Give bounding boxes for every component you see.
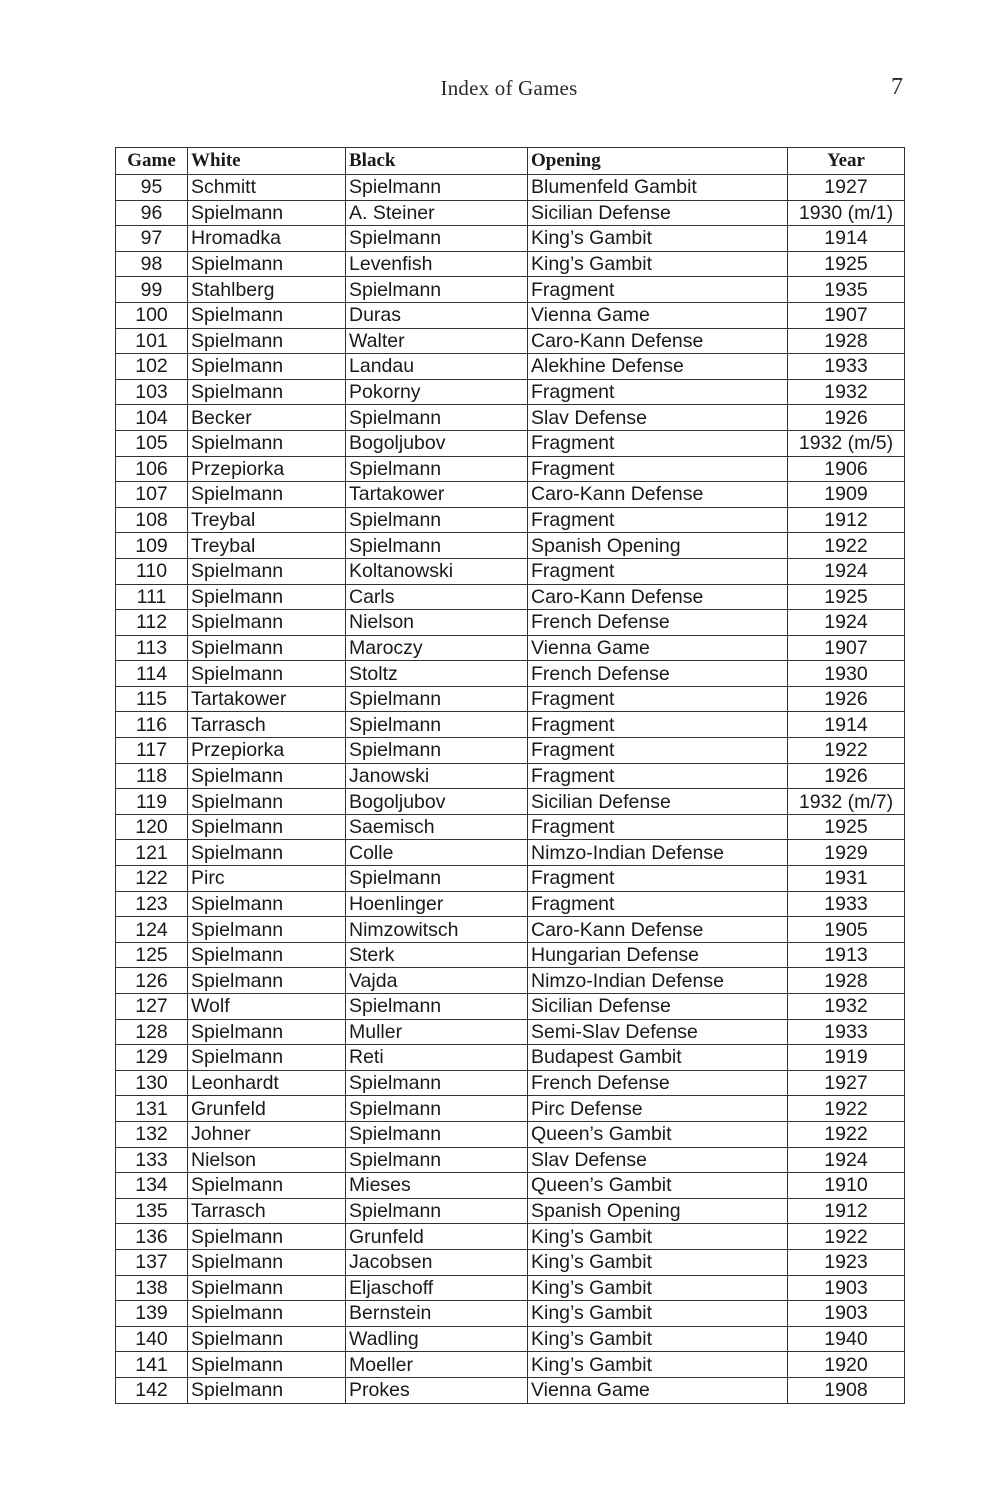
game-number-cell: 107 <box>116 482 188 508</box>
white-player-cell: Spielmann <box>188 1326 346 1352</box>
white-player-cell: Spielmann <box>188 379 346 405</box>
table-row <box>116 686 905 712</box>
game-number-cell: 98 <box>116 251 188 277</box>
year-cell: 1933 <box>788 891 905 917</box>
game-number-cell: 99 <box>116 277 188 303</box>
column-header-opening: Opening <box>528 148 788 175</box>
table-row <box>116 738 905 764</box>
black-player-cell: Grunfeld <box>346 1224 528 1250</box>
table-row <box>116 891 905 917</box>
white-player-cell: Tarrasch <box>188 1198 346 1224</box>
table-row <box>116 1326 905 1352</box>
white-player-cell: Spielmann <box>188 1249 346 1275</box>
white-player-cell: Spielmann <box>188 789 346 815</box>
games-index-table <box>115 147 905 1404</box>
white-player-cell: Spielmann <box>188 1275 346 1301</box>
game-number-cell: 123 <box>116 891 188 917</box>
year-cell: 1913 <box>788 942 905 968</box>
white-player-cell: Spielmann <box>188 968 346 994</box>
year-cell: 1922 <box>788 1096 905 1122</box>
table-row <box>116 1173 905 1199</box>
table-row <box>116 1096 905 1122</box>
black-player-cell: Spielmann <box>346 1198 528 1224</box>
black-player-cell: Spielmann <box>346 175 528 201</box>
black-player-cell: Reti <box>346 1045 528 1071</box>
year-cell: 1910 <box>788 1173 905 1199</box>
year-cell: 1903 <box>788 1301 905 1327</box>
white-player-cell: Spielmann <box>188 328 346 354</box>
year-cell: 1920 <box>788 1352 905 1378</box>
opening-cell: Hungarian Defense <box>528 942 788 968</box>
game-number-cell: 129 <box>116 1045 188 1071</box>
white-player-cell: Treybal <box>188 507 346 533</box>
white-player-cell: Spielmann <box>188 1224 346 1250</box>
black-player-cell: Eljaschoff <box>346 1275 528 1301</box>
column-header-year: Year <box>788 148 905 175</box>
year-cell: 1929 <box>788 840 905 866</box>
year-cell: 1912 <box>788 507 905 533</box>
black-player-cell: Spielmann <box>346 1121 528 1147</box>
opening-cell: Semi-Slav Defense <box>528 1019 788 1045</box>
white-player-cell: Hromadka <box>188 226 346 252</box>
black-player-cell: Janowski <box>346 763 528 789</box>
black-player-cell: Bogoljubov <box>346 430 528 456</box>
game-number-cell: 126 <box>116 968 188 994</box>
opening-cell: Sicilian Defense <box>528 789 788 815</box>
white-player-cell: Spielmann <box>188 584 346 610</box>
white-player-cell: Spielmann <box>188 1019 346 1045</box>
white-player-cell: Spielmann <box>188 1045 346 1071</box>
year-cell: 1909 <box>788 482 905 508</box>
black-player-cell: Vajda <box>346 968 528 994</box>
white-player-cell: Spielmann <box>188 840 346 866</box>
white-player-cell: Treybal <box>188 533 346 559</box>
year-cell: 1912 <box>788 1198 905 1224</box>
opening-cell: King’s Gambit <box>528 226 788 252</box>
game-number-cell: 104 <box>116 405 188 431</box>
opening-cell: King’s Gambit <box>528 1275 788 1301</box>
white-player-cell: Tarrasch <box>188 712 346 738</box>
opening-cell: Fragment <box>528 763 788 789</box>
opening-cell: Fragment <box>528 379 788 405</box>
table-row <box>116 610 905 636</box>
game-number-cell: 128 <box>116 1019 188 1045</box>
year-cell: 1903 <box>788 1275 905 1301</box>
table-row <box>116 968 905 994</box>
opening-cell: Fragment <box>528 891 788 917</box>
opening-cell: Queen’s Gambit <box>528 1173 788 1199</box>
opening-cell: Fragment <box>528 456 788 482</box>
table-row <box>116 1045 905 1071</box>
opening-cell: Vienna Game <box>528 635 788 661</box>
year-cell: 1926 <box>788 763 905 789</box>
white-player-cell: Spielmann <box>188 200 346 226</box>
black-player-cell: Jacobsen <box>346 1249 528 1275</box>
white-player-cell: Wolf <box>188 994 346 1020</box>
table-row <box>116 456 905 482</box>
opening-cell: French Defense <box>528 1070 788 1096</box>
year-cell: 1935 <box>788 277 905 303</box>
year-cell: 1930 (m/1) <box>788 200 905 226</box>
game-number-cell: 115 <box>116 686 188 712</box>
game-number-cell: 142 <box>116 1377 188 1403</box>
white-player-cell: Spielmann <box>188 1377 346 1403</box>
game-number-cell: 125 <box>116 942 188 968</box>
opening-cell: King’s Gambit <box>528 1224 788 1250</box>
table-row <box>116 328 905 354</box>
table-row <box>116 302 905 328</box>
white-player-cell: Spielmann <box>188 661 346 687</box>
black-player-cell: Spielmann <box>346 994 528 1020</box>
table-row <box>116 1019 905 1045</box>
year-cell: 1922 <box>788 1224 905 1250</box>
black-player-cell: Duras <box>346 302 528 328</box>
table-row <box>116 789 905 815</box>
black-player-cell: Spielmann <box>346 1096 528 1122</box>
opening-cell: Fragment <box>528 866 788 892</box>
table-row <box>116 251 905 277</box>
year-cell: 1932 (m/7) <box>788 789 905 815</box>
white-player-cell: Spielmann <box>188 763 346 789</box>
table-row <box>116 635 905 661</box>
black-player-cell: Spielmann <box>346 277 528 303</box>
opening-cell: King’s Gambit <box>528 251 788 277</box>
white-player-cell: Spielmann <box>188 302 346 328</box>
game-number-cell: 138 <box>116 1275 188 1301</box>
table-row <box>116 814 905 840</box>
year-cell: 1928 <box>788 968 905 994</box>
year-cell: 1932 <box>788 994 905 1020</box>
black-player-cell: Nielson <box>346 610 528 636</box>
game-number-cell: 95 <box>116 175 188 201</box>
black-player-cell: Maroczy <box>346 635 528 661</box>
year-cell: 1908 <box>788 1377 905 1403</box>
table-row <box>116 1224 905 1250</box>
white-player-cell: Spielmann <box>188 430 346 456</box>
table-row <box>116 379 905 405</box>
table-row <box>116 917 905 943</box>
opening-cell: Fragment <box>528 814 788 840</box>
black-player-cell: Colle <box>346 840 528 866</box>
column-header-game: Game <box>116 148 188 175</box>
black-player-cell: Prokes <box>346 1377 528 1403</box>
game-number-cell: 119 <box>116 789 188 815</box>
black-player-cell: Spielmann <box>346 507 528 533</box>
game-number-cell: 131 <box>116 1096 188 1122</box>
table-row <box>116 994 905 1020</box>
opening-cell: Fragment <box>528 277 788 303</box>
opening-cell: Sicilian Defense <box>528 200 788 226</box>
game-number-cell: 101 <box>116 328 188 354</box>
black-player-cell: Spielmann <box>346 1147 528 1173</box>
game-number-cell: 124 <box>116 917 188 943</box>
game-number-cell: 111 <box>116 584 188 610</box>
opening-cell: Blumenfeld Gambit <box>528 175 788 201</box>
opening-cell: Fragment <box>528 738 788 764</box>
year-cell: 1927 <box>788 175 905 201</box>
game-number-cell: 116 <box>116 712 188 738</box>
game-number-cell: 121 <box>116 840 188 866</box>
black-player-cell: Landau <box>346 354 528 380</box>
table-row <box>116 661 905 687</box>
game-number-cell: 106 <box>116 456 188 482</box>
year-cell: 1919 <box>788 1045 905 1071</box>
table-row <box>116 1147 905 1173</box>
table-row <box>116 354 905 380</box>
white-player-cell: Stahlberg <box>188 277 346 303</box>
opening-cell: Slav Defense <box>528 405 788 431</box>
table-header-row <box>116 148 905 175</box>
opening-cell: French Defense <box>528 661 788 687</box>
game-number-cell: 139 <box>116 1301 188 1327</box>
game-number-cell: 97 <box>116 226 188 252</box>
black-player-cell: Spielmann <box>346 533 528 559</box>
opening-cell: King’s Gambit <box>528 1352 788 1378</box>
table-row <box>116 712 905 738</box>
year-cell: 1926 <box>788 405 905 431</box>
black-player-cell: Bogoljubov <box>346 789 528 815</box>
black-player-cell: Spielmann <box>346 226 528 252</box>
table-row <box>116 226 905 252</box>
column-header-black: Black <box>346 148 528 175</box>
year-cell: 1914 <box>788 226 905 252</box>
game-number-cell: 96 <box>116 200 188 226</box>
black-player-cell: A. Steiner <box>346 200 528 226</box>
table-row <box>116 1301 905 1327</box>
opening-cell: King’s Gambit <box>528 1249 788 1275</box>
black-player-cell: Carls <box>346 584 528 610</box>
game-number-cell: 108 <box>116 507 188 533</box>
game-number-cell: 117 <box>116 738 188 764</box>
game-number-cell: 102 <box>116 354 188 380</box>
year-cell: 1905 <box>788 917 905 943</box>
opening-cell: Alekhine Defense <box>528 354 788 380</box>
table-row <box>116 277 905 303</box>
black-player-cell: Hoenlinger <box>346 891 528 917</box>
table-row <box>116 840 905 866</box>
white-player-cell: Spielmann <box>188 558 346 584</box>
black-player-cell: Spielmann <box>346 686 528 712</box>
white-player-cell: Przepiorka <box>188 456 346 482</box>
white-player-cell: Spielmann <box>188 354 346 380</box>
game-number-cell: 112 <box>116 610 188 636</box>
table-row <box>116 1377 905 1403</box>
table-row <box>116 942 905 968</box>
opening-cell: Caro-Kann Defense <box>528 917 788 943</box>
black-player-cell: Stoltz <box>346 661 528 687</box>
black-player-cell: Spielmann <box>346 456 528 482</box>
opening-cell: Slav Defense <box>528 1147 788 1173</box>
year-cell: 1925 <box>788 584 905 610</box>
year-cell: 1930 <box>788 661 905 687</box>
black-player-cell: Walter <box>346 328 528 354</box>
white-player-cell: Spielmann <box>188 891 346 917</box>
opening-cell: King’s Gambit <box>528 1326 788 1352</box>
table-row <box>116 175 905 201</box>
table-row <box>116 430 905 456</box>
table-row <box>116 584 905 610</box>
year-cell: 1907 <box>788 635 905 661</box>
table-row <box>116 558 905 584</box>
opening-cell: Budapest Gambit <box>528 1045 788 1071</box>
black-player-cell: Spielmann <box>346 866 528 892</box>
game-number-cell: 127 <box>116 994 188 1020</box>
year-cell: 1922 <box>788 1121 905 1147</box>
game-number-cell: 132 <box>116 1121 188 1147</box>
table-row <box>116 200 905 226</box>
black-player-cell: Mieses <box>346 1173 528 1199</box>
white-player-cell: Spielmann <box>188 814 346 840</box>
opening-cell: Vienna Game <box>528 302 788 328</box>
opening-cell: Caro-Kann Defense <box>528 328 788 354</box>
game-number-cell: 130 <box>116 1070 188 1096</box>
white-player-cell: Spielmann <box>188 610 346 636</box>
white-player-cell: Spielmann <box>188 1352 346 1378</box>
year-cell: 1924 <box>788 610 905 636</box>
opening-cell: Queen’s Gambit <box>528 1121 788 1147</box>
game-number-cell: 141 <box>116 1352 188 1378</box>
year-cell: 1932 (m/5) <box>788 430 905 456</box>
year-cell: 1925 <box>788 814 905 840</box>
game-number-cell: 105 <box>116 430 188 456</box>
table-row <box>116 1352 905 1378</box>
game-number-cell: 109 <box>116 533 188 559</box>
year-cell: 1932 <box>788 379 905 405</box>
white-player-cell: Pirc <box>188 866 346 892</box>
table-row <box>116 1275 905 1301</box>
white-player-cell: Spielmann <box>188 635 346 661</box>
table-row <box>116 1198 905 1224</box>
game-number-cell: 140 <box>116 1326 188 1352</box>
opening-cell: Caro-Kann Defense <box>528 482 788 508</box>
white-player-cell: Grunfeld <box>188 1096 346 1122</box>
opening-cell: Pirc Defense <box>528 1096 788 1122</box>
white-player-cell: Becker <box>188 405 346 431</box>
opening-cell: Nimzo-Indian Defense <box>528 968 788 994</box>
game-number-cell: 113 <box>116 635 188 661</box>
black-player-cell: Spielmann <box>346 712 528 738</box>
black-player-cell: Spielmann <box>346 738 528 764</box>
black-player-cell: Saemisch <box>346 814 528 840</box>
opening-cell: Spanish Opening <box>528 533 788 559</box>
opening-cell: Fragment <box>528 430 788 456</box>
table-row <box>116 1249 905 1275</box>
game-number-cell: 110 <box>116 558 188 584</box>
game-number-cell: 100 <box>116 302 188 328</box>
black-player-cell: Koltanowski <box>346 558 528 584</box>
white-player-cell: Spielmann <box>188 942 346 968</box>
black-player-cell: Bernstein <box>346 1301 528 1327</box>
opening-cell: Sicilian Defense <box>528 994 788 1020</box>
opening-cell: Nimzo-Indian Defense <box>528 840 788 866</box>
game-number-cell: 134 <box>116 1173 188 1199</box>
white-player-cell: Spielmann <box>188 1173 346 1199</box>
year-cell: 1922 <box>788 533 905 559</box>
opening-cell: French Defense <box>528 610 788 636</box>
game-number-cell: 135 <box>116 1198 188 1224</box>
opening-cell: Fragment <box>528 558 788 584</box>
white-player-cell: Spielmann <box>188 917 346 943</box>
opening-cell: King’s Gambit <box>528 1301 788 1327</box>
page-title: Index of Games <box>440 76 578 100</box>
white-player-cell: Spielmann <box>188 482 346 508</box>
black-player-cell: Wadling <box>346 1326 528 1352</box>
opening-cell: Caro-Kann Defense <box>528 584 788 610</box>
year-cell: 1933 <box>788 1019 905 1045</box>
opening-cell: Fragment <box>528 507 788 533</box>
black-player-cell: Sterk <box>346 942 528 968</box>
white-player-cell: Spielmann <box>188 251 346 277</box>
year-cell: 1924 <box>788 1147 905 1173</box>
game-number-cell: 136 <box>116 1224 188 1250</box>
black-player-cell: Nimzowitsch <box>346 917 528 943</box>
table-row <box>116 405 905 431</box>
white-player-cell: Tartakower <box>188 686 346 712</box>
year-cell: 1928 <box>788 328 905 354</box>
year-cell: 1927 <box>788 1070 905 1096</box>
year-cell: 1931 <box>788 866 905 892</box>
year-cell: 1914 <box>788 712 905 738</box>
year-cell: 1924 <box>788 558 905 584</box>
white-player-cell: Nielson <box>188 1147 346 1173</box>
table-row <box>116 533 905 559</box>
black-player-cell: Pokorny <box>346 379 528 405</box>
table-row <box>116 1070 905 1096</box>
opening-cell: Spanish Opening <box>528 1198 788 1224</box>
game-number-cell: 103 <box>116 379 188 405</box>
column-header-white: White <box>188 148 346 175</box>
game-number-cell: 133 <box>116 1147 188 1173</box>
table-row <box>116 507 905 533</box>
opening-cell: Fragment <box>528 712 788 738</box>
black-player-cell: Spielmann <box>346 1070 528 1096</box>
year-cell: 1906 <box>788 456 905 482</box>
year-cell: 1933 <box>788 354 905 380</box>
game-number-cell: 114 <box>116 661 188 687</box>
table-row <box>116 1121 905 1147</box>
black-player-cell: Muller <box>346 1019 528 1045</box>
table-row <box>116 482 905 508</box>
year-cell: 1926 <box>788 686 905 712</box>
black-player-cell: Levenfish <box>346 251 528 277</box>
opening-cell: Vienna Game <box>528 1377 788 1403</box>
running-head <box>0 76 1000 104</box>
table-row <box>116 763 905 789</box>
white-player-cell: Leonhardt <box>188 1070 346 1096</box>
black-player-cell: Moeller <box>346 1352 528 1378</box>
year-cell: 1940 <box>788 1326 905 1352</box>
game-number-cell: 118 <box>116 763 188 789</box>
table-body <box>116 175 905 1404</box>
game-number-cell: 120 <box>116 814 188 840</box>
year-cell: 1907 <box>788 302 905 328</box>
black-player-cell: Tartakower <box>346 482 528 508</box>
white-player-cell: Przepiorka <box>188 738 346 764</box>
game-number-cell: 122 <box>116 866 188 892</box>
black-player-cell: Spielmann <box>346 405 528 431</box>
white-player-cell: Johner <box>188 1121 346 1147</box>
game-number-cell: 137 <box>116 1249 188 1275</box>
table-row <box>116 866 905 892</box>
year-cell: 1925 <box>788 251 905 277</box>
page-number: 7 <box>891 74 903 100</box>
year-cell: 1923 <box>788 1249 905 1275</box>
year-cell: 1922 <box>788 738 905 764</box>
white-player-cell: Schmitt <box>188 175 346 201</box>
opening-cell: Fragment <box>528 686 788 712</box>
white-player-cell: Spielmann <box>188 1301 346 1327</box>
